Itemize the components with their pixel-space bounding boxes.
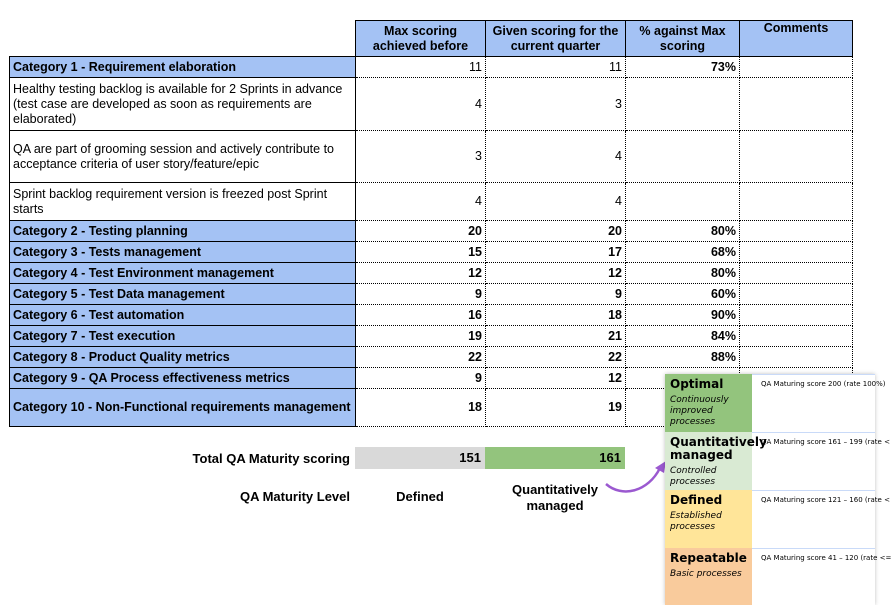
legend-desc: QA Maturing score 161 – 199 (rate <	[761, 438, 890, 446]
header-comments: Comments	[740, 21, 853, 57]
row-max: 20	[356, 221, 486, 242]
legend-row-optimal	[665, 374, 886, 432]
row-name: Category 10 - Non-Functional requirements management	[10, 389, 356, 427]
row-comment	[740, 326, 853, 347]
legend-title: Quantitatively managed	[670, 435, 767, 462]
legend-subtitle: Established processes	[670, 511, 722, 532]
row-name: Category 6 - Test automation	[10, 305, 356, 326]
row-name: Category 9 - QA Process effectiveness metrics	[10, 368, 356, 389]
legend-desc: QA Maturing score 41 – 120 (rate <=	[761, 554, 891, 562]
table-row	[10, 78, 853, 131]
legend-divider	[752, 548, 875, 549]
row-comment	[740, 284, 853, 305]
table-row	[10, 284, 853, 305]
row-name: Sprint backlog requirement version is freezed post Sprint starts	[10, 183, 356, 221]
row-given: 21	[486, 326, 626, 347]
legend-divider	[752, 490, 875, 491]
table-row	[10, 221, 853, 242]
header-max-before: Max scoring achieved before	[356, 21, 486, 57]
row-name: Category 1 - Requirement elaboration	[10, 57, 356, 78]
row-given: 12	[486, 368, 626, 389]
row-max: 4	[356, 183, 486, 221]
row-max: 9	[356, 284, 486, 305]
level-current-value: Quantitatively managed	[512, 482, 598, 513]
row-comment	[740, 131, 853, 183]
table-row	[10, 57, 853, 78]
total-current-value: 161	[485, 447, 625, 469]
header-blank	[10, 21, 356, 57]
row-comment	[740, 347, 853, 368]
maturity-legend	[665, 374, 891, 605]
row-given: 18	[486, 305, 626, 326]
row-pct	[626, 183, 740, 221]
row-comment	[740, 57, 853, 78]
legend-row-repeatable	[665, 548, 891, 605]
level-label: QA Maturity Level	[239, 489, 350, 504]
row-max: 4	[356, 78, 486, 131]
row-pct: 88%	[626, 347, 740, 368]
row-name: Category 2 - Testing planning	[10, 221, 356, 242]
row-given: 4	[486, 183, 626, 221]
row-comment	[740, 263, 853, 284]
row-given: 4	[486, 131, 626, 183]
table-row	[10, 242, 853, 263]
row-comment	[740, 78, 853, 131]
row-max: 19	[356, 326, 486, 347]
row-pct: 68%	[626, 242, 740, 263]
row-comment	[740, 305, 853, 326]
table-row	[10, 131, 853, 183]
row-max: 18	[356, 389, 486, 427]
row-name: Category 7 - Test execution	[10, 326, 356, 347]
table-row	[10, 305, 853, 326]
row-pct: 73%	[626, 57, 740, 78]
legend-divider	[752, 432, 875, 433]
row-given: 19	[486, 389, 626, 427]
legend-title: Repeatable	[670, 551, 747, 565]
legend-box	[665, 432, 767, 490]
row-given: 12	[486, 263, 626, 284]
legend-subtitle: Continuously improved processes	[670, 395, 729, 427]
row-max: 15	[356, 242, 486, 263]
row-comment	[740, 242, 853, 263]
row-pct: 80%	[626, 221, 740, 242]
row-name: Category 4 - Test Environment management	[10, 263, 356, 284]
row-name: Category 5 - Test Data management	[10, 284, 356, 305]
row-max: 16	[356, 305, 486, 326]
legend-subtitle: Basic processes	[670, 569, 742, 579]
qa-scoring-table	[9, 20, 853, 427]
legend-title: Optimal	[670, 377, 724, 391]
total-label: Total QA Maturity scoring	[192, 451, 350, 466]
curved-arrow-icon	[600, 458, 670, 498]
row-max: 22	[356, 347, 486, 368]
legend-row-defined	[665, 490, 890, 548]
row-max: 12	[356, 263, 486, 284]
legend-box	[665, 490, 752, 548]
row-max: 3	[356, 131, 486, 183]
row-pct	[626, 131, 740, 183]
row-given: 17	[486, 242, 626, 263]
legend-desc: QA Maturing score 200 (rate 100%)	[761, 380, 886, 388]
table-row	[10, 263, 853, 284]
legend-box	[665, 374, 752, 432]
level-before-value: Defined	[396, 489, 444, 504]
table-row	[10, 183, 853, 221]
row-given: 3	[486, 78, 626, 131]
row-max: 9	[356, 368, 486, 389]
row-given: 22	[486, 347, 626, 368]
row-given: 20	[486, 221, 626, 242]
row-comment	[740, 183, 853, 221]
row-given: 11	[486, 57, 626, 78]
row-pct: 60%	[626, 284, 740, 305]
legend-desc: QA Maturing score 121 – 160 (rate <	[761, 496, 890, 504]
legend-box	[665, 548, 752, 605]
header-pct-against-max: % against Max scoring	[626, 21, 740, 57]
legend-divider	[752, 374, 875, 375]
legend-row-quantitatively-managed	[665, 432, 890, 490]
row-comment	[740, 221, 853, 242]
legend-title: Defined	[670, 493, 723, 507]
row-name: QA are part of grooming session and actively contribute to acceptance criteria of user story/feature/epic	[10, 131, 356, 183]
row-pct: 84%	[626, 326, 740, 347]
row-pct: 80%	[626, 263, 740, 284]
header-given-current: Given scoring for the current quarter	[486, 21, 626, 57]
total-before-value: 151	[355, 447, 485, 469]
row-pct: 90%	[626, 305, 740, 326]
row-name: Healthy testing backlog is available for 2 Sprints in advance (test case are developed as soon as requirements are elaborated)	[10, 78, 356, 131]
row-max: 11	[356, 57, 486, 78]
table-row	[10, 347, 853, 368]
row-name: Category 3 - Tests management	[10, 242, 356, 263]
row-name: Category 8 - Product Quality metrics	[10, 347, 356, 368]
row-pct	[626, 78, 740, 131]
legend-subtitle: Controlled processes	[670, 466, 717, 487]
row-given: 9	[486, 284, 626, 305]
table-row	[10, 326, 853, 347]
